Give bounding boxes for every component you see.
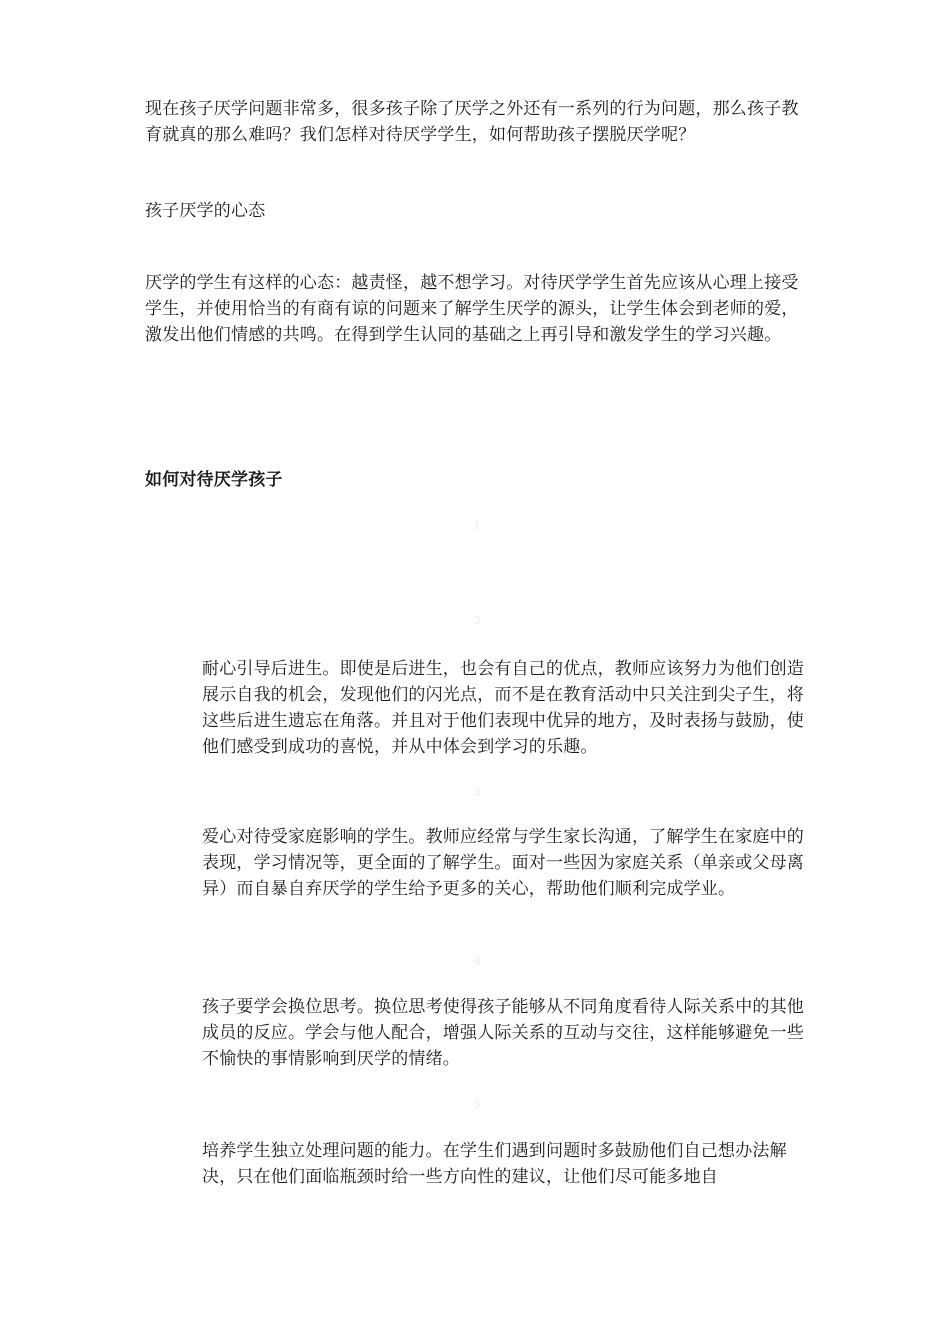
mindset-paragraph: 厌学的学生有这样的心态：越责怪，越不想学习。对待厌学学生首先应该从心理上接受学生，并使用恰当的有商有谅的问题来了解学生厌学的源头，让学生体会到老师的爱，激发出他们情感的共鸣。在得到学生认同的基础之上再引导和激发学生的学习兴趣。 (145, 273, 799, 345)
section-heading: 如何对待厌学孩子 (145, 470, 283, 490)
step-mark: 5 (474, 1098, 483, 1111)
list-item: 爱心对待受家庭影响的学生。教师应经常与学生家长沟通，了解学生在家庭中的表现，学习情况等，更全面的了解学生。面对一些因为家庭关系（单亲或父母离异）而自暴自弃厌学的学生给予更多的关心，帮助他们顺利完成学业。 (202, 827, 804, 899)
list-item: 培养学生独立处理问题的能力。在学生们遇到问题时多鼓励他们自己想办法解决，只在他们面临瓶颈时给一些方向性的建议，让他们尽可能多地自 (202, 1141, 787, 1187)
step-mark: 2 (474, 614, 483, 627)
list-item: 孩子要学会换位思考。换位思考使得孩子能够从不同角度看待人际关系中的其他成员的反应。学会与他人配合，增强人际关系的互动与交往，这样能够避免一些不愉快的事情影响到厌学的情绪。 (202, 997, 804, 1069)
step-mark: 3 (474, 786, 483, 799)
mindset-heading: 孩子厌学的心态 (145, 201, 266, 221)
intro-paragraph: 现在孩子厌学问题非常多，很多孩子除了厌学之外还有一系列的行为问题，那么孩子教育就真的那么难吗？我们怎样对待厌学学生，如何帮助孩子摆脱厌学呢？ (145, 99, 799, 145)
step-mark: 4 (474, 955, 483, 968)
step-mark: 1 (474, 520, 483, 533)
list-item: 耐心引导后进生。即使是后进生，也会有自己的优点，教师应该努力为他们创造展示自我的机会，发现他们的闪光点，而不是在教育活动中只关注到尖子生，将这些后进生遗忘在角落。并且对于他们表现中优异的地方，及时表扬与鼓励，使他们感受到成功的喜悦，并从中体会到学习的乐趣。 (202, 659, 804, 757)
